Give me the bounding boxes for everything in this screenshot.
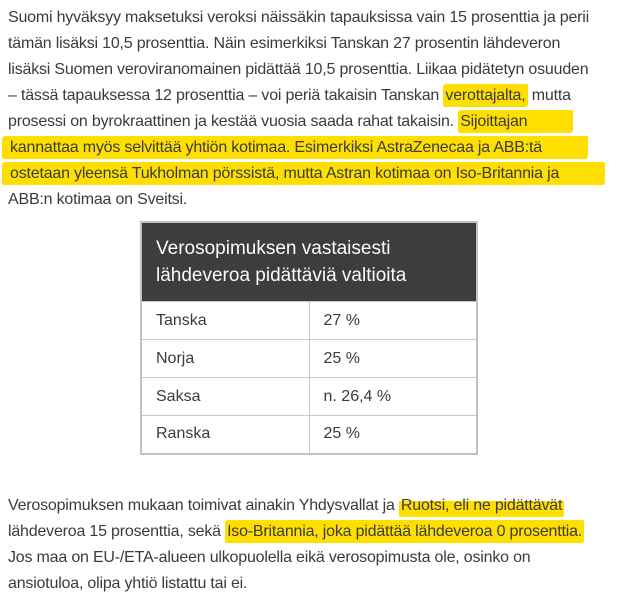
table-title: Verosopimuksen vastaisesti lähdeveroa pidättäviä valtioita [141,222,477,302]
rate-cell: 25 % [309,416,477,454]
table-row [141,340,477,378]
highlighted-text: verottajalta, [443,84,527,107]
table-head [141,222,477,302]
text-line [8,83,622,109]
withholding-tax-table [140,221,478,455]
highlighted-text: Ruotsi, eli ne pidättävät [399,494,564,517]
text-segment: – tässä tapauksessa 12 prosenttia – voi periä takaisin Tanskan [8,87,444,104]
text-line [8,571,622,597]
text-segment: Suomi hyväksyy maksetuksi veroksi näissäkin tapauksissa vain 15 prosenttia ja perii [8,9,590,26]
text-segment: lähdeveroa 15 prosenttia, sekä [8,522,226,540]
text-line [8,31,622,57]
country-cell: Ranska [141,416,309,454]
text-line [8,545,622,571]
text-segment: ABB:n kotimaa on Sveitsi. [8,191,188,208]
country-cell: Tanska [141,302,309,340]
text-segment: ansiotuloa, olipa yhtiö listattu tai ei. [8,574,248,592]
text-segment: mutta [527,87,571,104]
text-segment: Verosopimuksen mukaan toimivat ainakin Yhdysvallat ja [8,496,399,514]
table-row [141,302,477,340]
text-line [8,109,622,135]
text-line [8,519,622,545]
highlighted-text: Sijoittajan [458,110,573,133]
paragraph-2 [8,493,622,597]
text-line [8,135,622,161]
table-row [141,378,477,416]
text-segment: Jos maa on EU-/ETA-alueen ulkopuolella eikä verosopimusta ole, osinko on [8,548,531,566]
text-line [8,161,622,187]
table-body [141,302,477,454]
country-cell: Norja [141,340,309,378]
text-segment: tämän lisäksi 10,5 prosenttia. Näin esimerkiksi Tanskan 27 prosentin lähdeveron [8,35,561,52]
text-line [8,187,622,213]
highlighted-text: Iso-Britannia, joka pidättää lähdeveroa 0 prosenttia. [225,520,584,543]
table-row [141,416,477,454]
country-cell: Saksa [141,378,309,416]
text-line [8,493,622,519]
text-segment: prosessi on byrokraattinen ja kestää vuosia saada rahat takaisin. [8,113,459,130]
text-line [8,57,622,83]
table-header-row [141,222,477,302]
rate-cell: 25 % [309,340,477,378]
highlighted-text: kannattaa myös selvittää yhtiön kotimaa. Esimerkiksi AstraZenecaa ja ABB:tä [2,136,588,159]
text-segment: lisäksi Suomen veroviranomainen pidättää 10,5 prosenttia. Liikaa pidätetyn osuuden [8,61,589,78]
paragraph-1 [8,5,622,213]
table-container [140,221,622,455]
text-line [8,5,622,31]
rate-cell: 27 % [309,302,477,340]
rate-cell: n. 26,4 % [309,378,477,416]
highlighted-text: ostetaan yleensä Tukholman pörssistä, mutta Astran kotimaa on Iso-Britannia ja [2,162,605,185]
